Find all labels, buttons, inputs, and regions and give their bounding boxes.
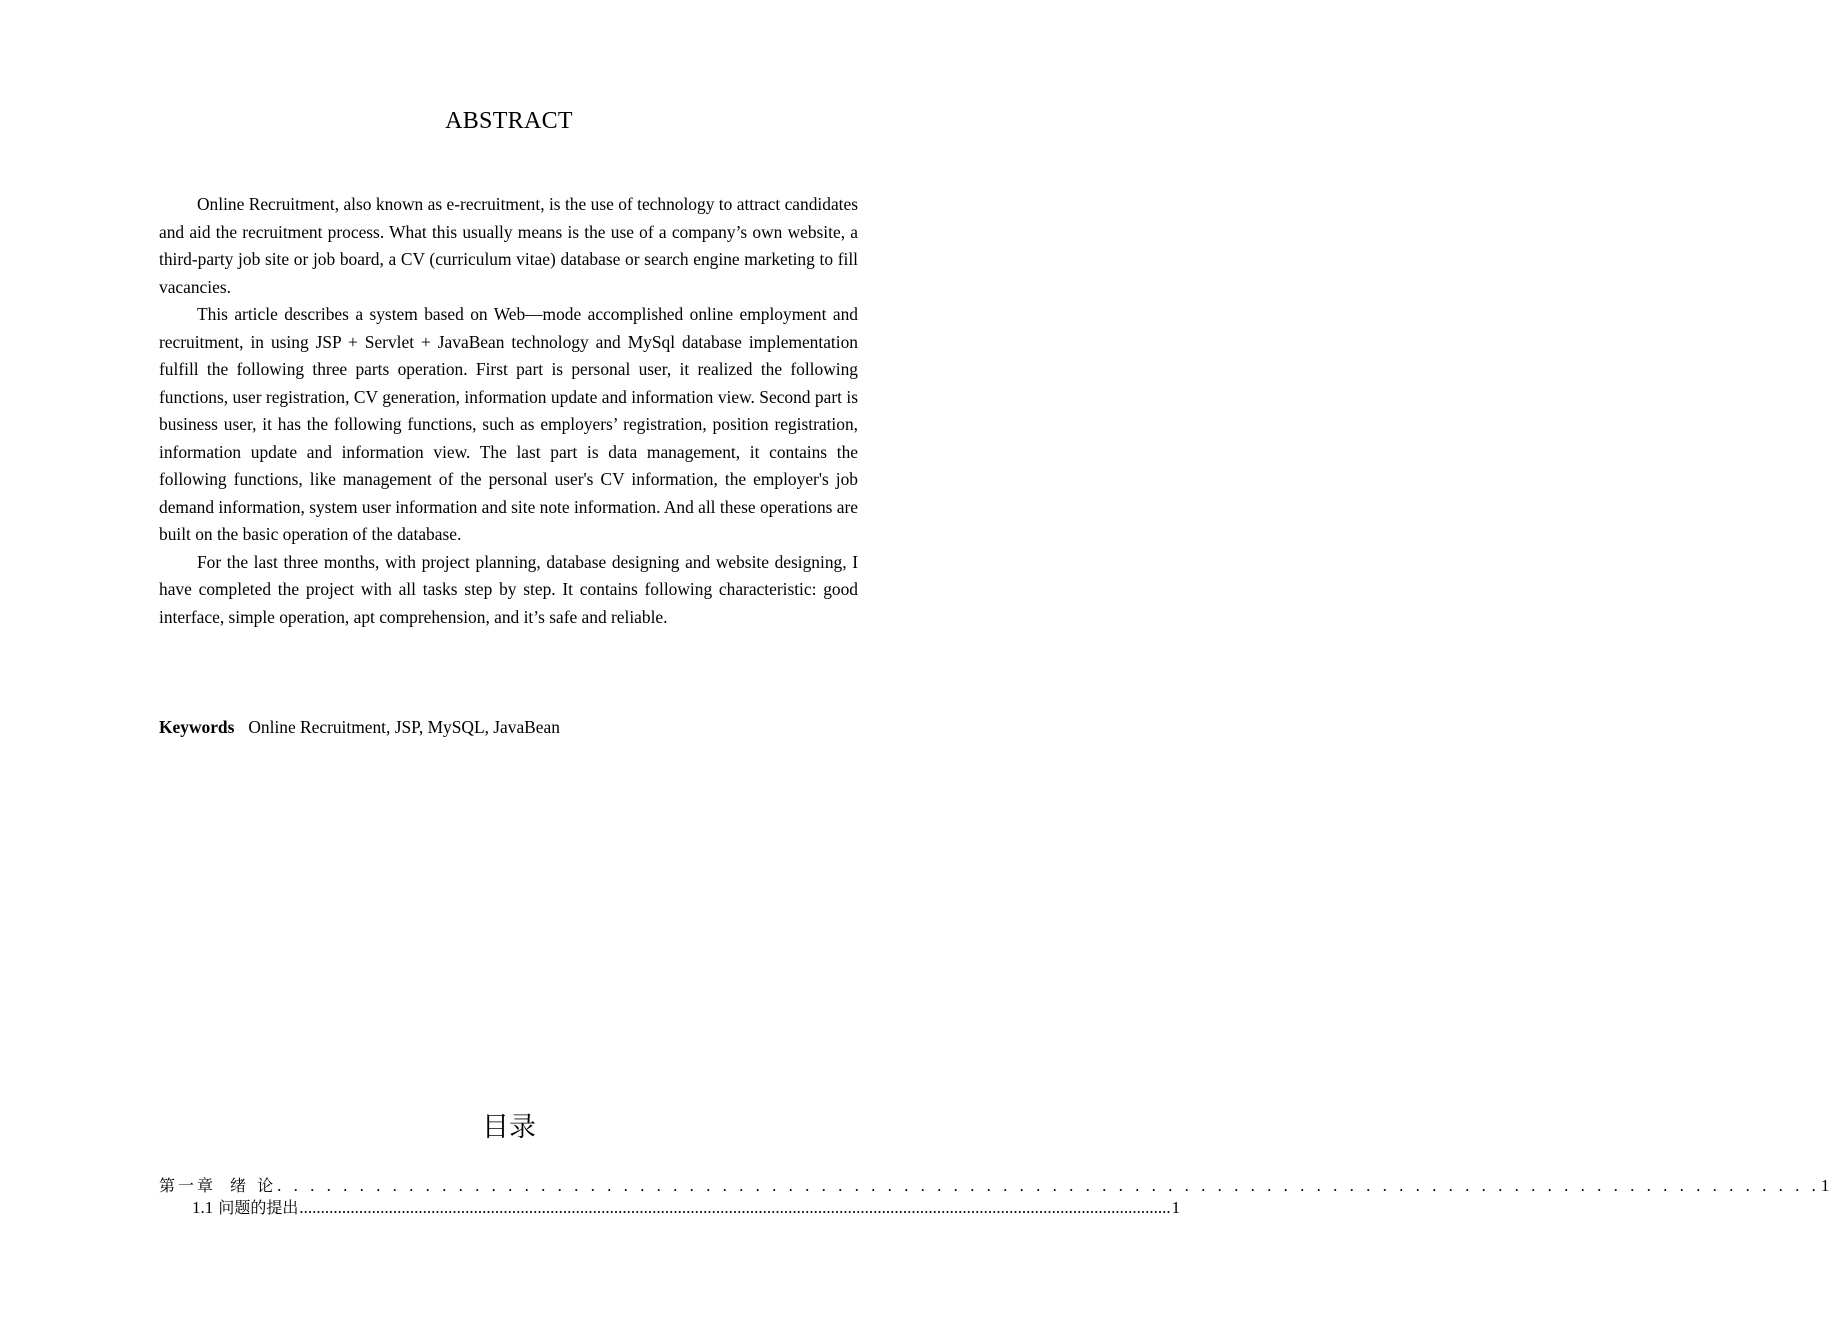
toc-page-number: 1 [1171, 1198, 1181, 1217]
keywords-label: Keywords [159, 717, 235, 737]
table-of-contents [159, 1175, 1829, 1219]
toc-entry-label [159, 1175, 276, 1197]
toc-entry-section-1-1[interactable] [159, 1197, 1181, 1219]
abstract-paragraph: This article describes a system based on Web—mode accomplished online employment and recruitment, in using JSP + Servlet + JavaBean technology and MySql database implementation fulfill the following three parts operation. First part is personal user, it realized the following functions, user registration, CV generation, information update and information view. Second part is business user, it has the following functions, such as employers’ registration, position registration, information update and information view. The last part is data management, it contains the following functions, like management of the personal user's CV information, the employer's job demand information, system user information and site note information. And all these operations are built on the basic operation of the database. [159, 304, 858, 544]
toc-entry-chapter-1[interactable] [159, 1175, 1829, 1197]
toc-leader-dots: ............................................................................................................................................................................................................. [299, 1198, 1171, 1217]
toc-leader-dots: . . . . . . . . . . . . . . . . . . . . . . . . . . . . . . . . . . . . . . . . . . . . . . . . . . . . . . . . . . . . . . . . . . . . . . . . . . . . . . . . . . . . . . . . . . . . . . [277, 1176, 1820, 1195]
abstract-body [159, 191, 858, 631]
keywords-line [159, 714, 858, 742]
toc-title: 目录 [482, 1112, 536, 1143]
toc-entry-label [192, 1197, 298, 1219]
abstract-paragraph: Online Recruitment, also known as e-recruitment, is the use of technology to attract candidates and aid the recruitment process. What this usually means is the use of a company’s own website, a third-party job site or job board, a CV (curriculum vitae) database or search engine marketing to fill vacancies. [159, 194, 858, 297]
toc-chapter-prefix: 第一章 [159, 1176, 217, 1195]
toc-page-number: 1 [1820, 1176, 1829, 1195]
abstract-title: ABSTRACT [445, 108, 573, 134]
abstract-paragraph: For the last three months, with project planning, database designing and website designing, I have completed the project with all tasks step by step. It contains following characteristic: good interface, simple operation, apt comprehension, and it’s safe and reliable. [159, 551, 858, 627]
keywords-value: Online Recruitment, JSP, MySQL, JavaBean [248, 717, 560, 737]
toc-section-number: 1.1 [192, 1198, 214, 1217]
toc-section-title: 问题的提出 [218, 1198, 299, 1217]
toc-chapter-name: 绪 论 [230, 1176, 277, 1195]
